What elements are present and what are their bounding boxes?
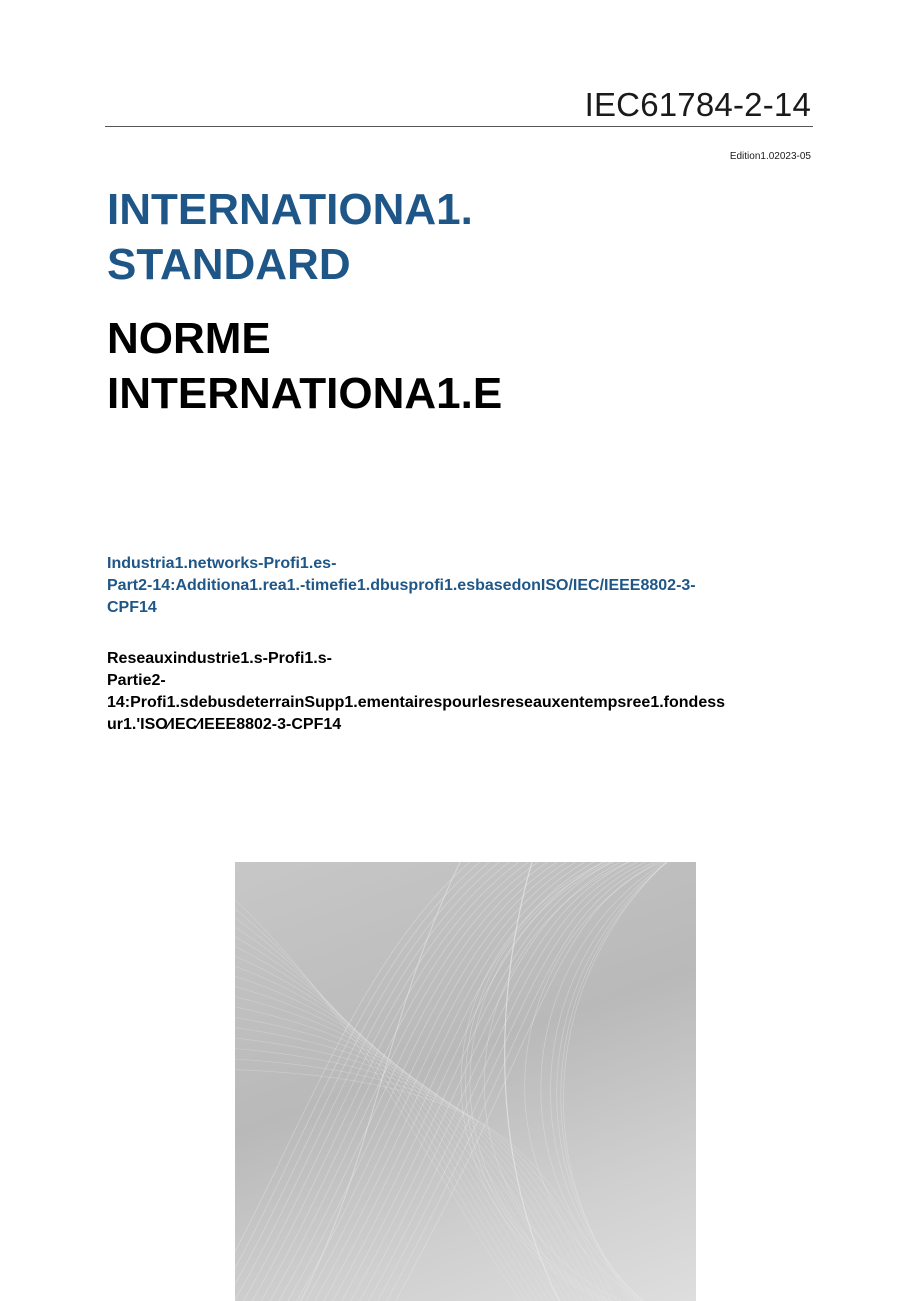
title-french — [107, 311, 502, 421]
cover-curve — [235, 1047, 618, 1301]
subtitle-french-line-4: ur1.'ISO⁄IEC⁄IEEE8802-3-CPF14 — [107, 716, 342, 733]
edition-date: Edition1.02023-05 — [729, 151, 811, 162]
cover-curve — [563, 862, 689, 1301]
cover-curve — [384, 862, 696, 1301]
cover-curve — [466, 862, 696, 1301]
title-english-line-1: INTERNATIONA1. — [107, 185, 473, 234]
subtitle-french-line-2: Partie2- — [107, 672, 166, 689]
subtitle-english-line-2: Part2-14:Additiona1.rea1.-timefie1.dbusprofi1.esbasedonISO/IEC/IEEE8802-3- — [107, 577, 696, 594]
subtitle-english-line-1: Industria1.networks-Profi1.es- — [107, 555, 337, 572]
cover-curve — [303, 862, 625, 1301]
cover-curve — [235, 862, 517, 1301]
header-divider — [105, 126, 813, 127]
subtitle-english-line-3: CPF14 — [107, 599, 157, 616]
cover-curve — [375, 862, 696, 1301]
cover-curve — [294, 862, 614, 1301]
cover-curve — [330, 862, 657, 1301]
cover-curve — [235, 1003, 596, 1301]
document-number: IEC61784-2-14 — [584, 86, 811, 123]
title-french-line-1: NORME — [107, 314, 271, 363]
subtitle-french — [107, 648, 837, 736]
cover-curve — [235, 893, 541, 1301]
subtitle-english — [107, 553, 827, 619]
cover-curve — [235, 862, 495, 1301]
cover-curve — [235, 992, 590, 1301]
cover-image — [235, 862, 696, 1301]
title-french-line-2: INTERNATIONA1.E — [107, 369, 503, 418]
title-english — [107, 182, 473, 292]
cover-curve — [235, 948, 568, 1301]
subtitle-french-line-1: Reseauxindustrie1.s-Profi1.s- — [107, 650, 332, 667]
cover-line-art — [235, 862, 696, 1301]
cover-curve — [235, 1036, 612, 1301]
subtitle-french-line-3: 14:Profi1.sdebusdeterrainSupp1.ementairespourlesreseauxentempsree1.fondess — [107, 694, 726, 711]
cover-curve — [561, 862, 693, 1301]
cover-curve — [235, 937, 563, 1301]
cover-curve — [339, 862, 668, 1301]
cover-curve — [557, 862, 696, 1301]
title-english-line-2: STANDARD — [107, 240, 351, 289]
cover-curve — [312, 862, 635, 1301]
